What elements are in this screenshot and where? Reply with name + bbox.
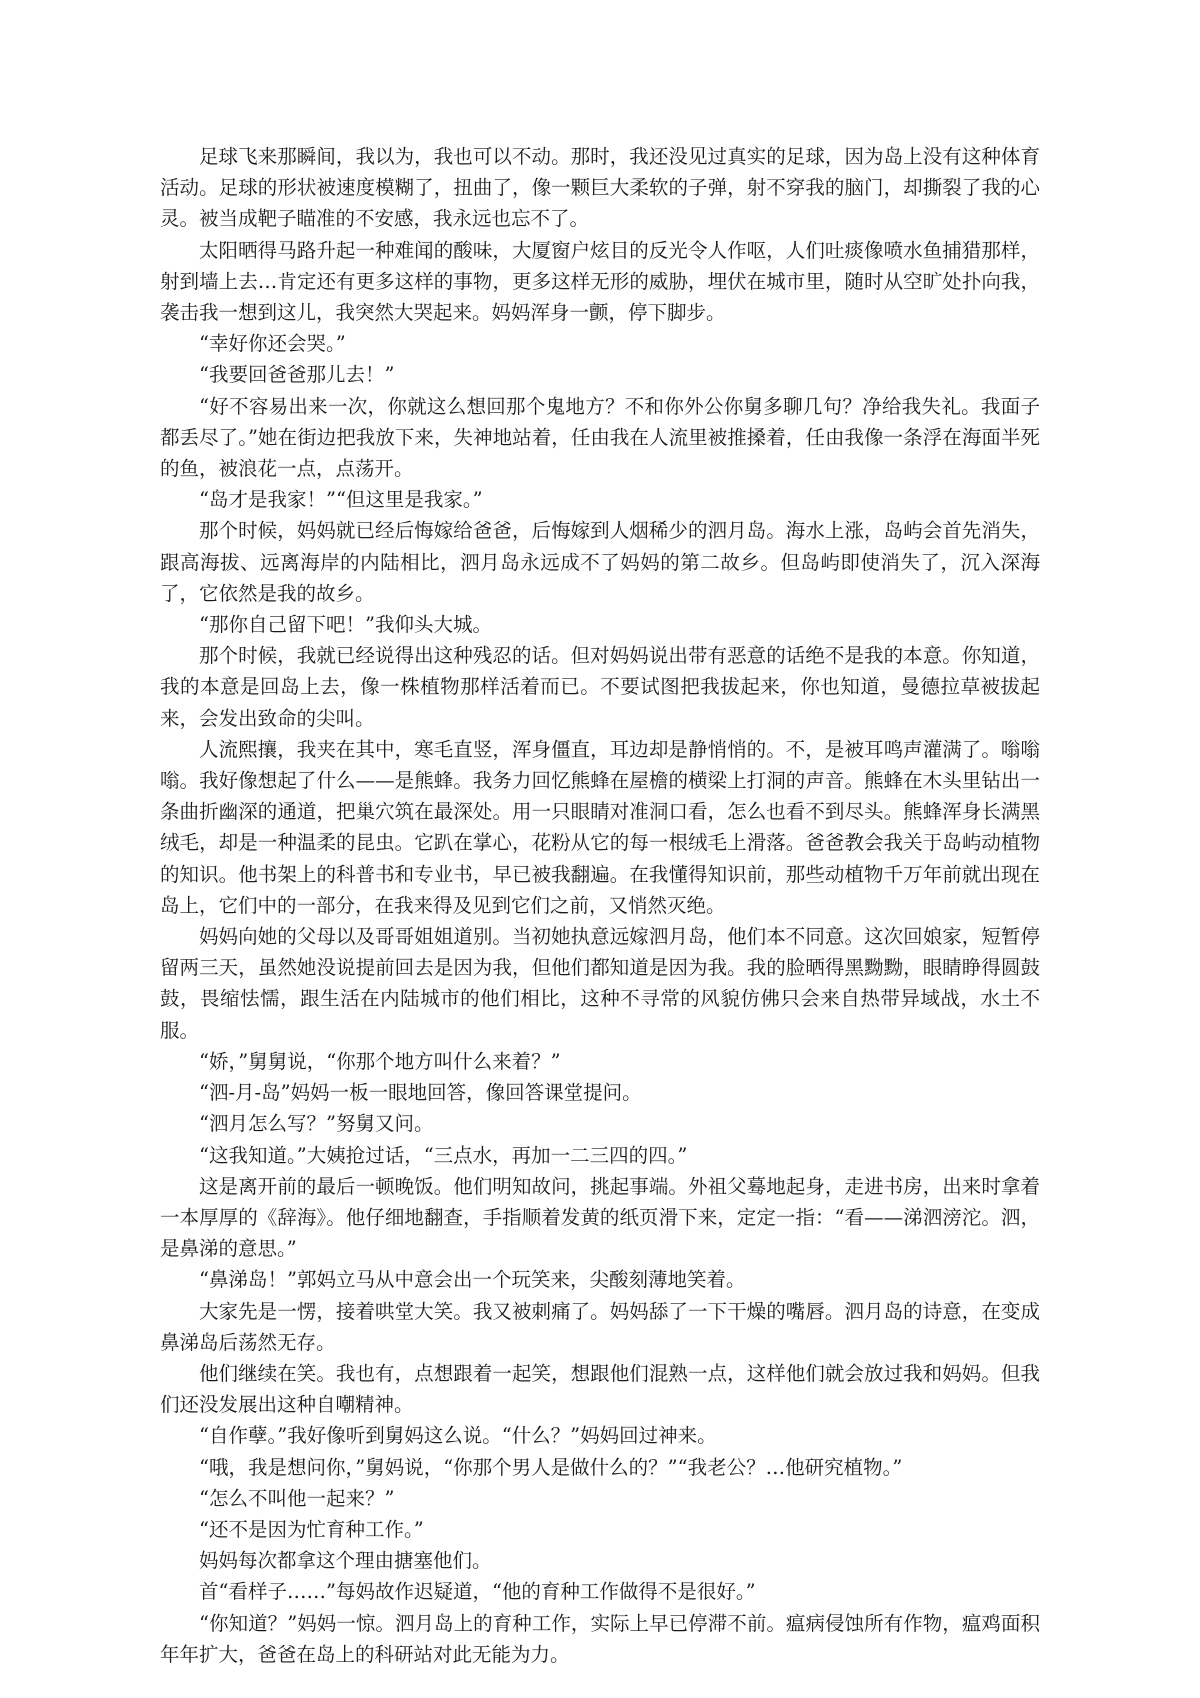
paragraph: “好不容易出来一次，你就这么想回那个鬼地方？不和你外公你舅多聊几句？净给我失礼。我面子都丢尽了。”她在街边把我放下来，失神地站着，任由我在人流里被推搡着，任由我像一条浮在海面半死的鱼，被浪花一点，点荡开。	[160, 394, 1040, 481]
paragraph: 大家先是一愣，接着哄堂大笑。我又被刺痛了。妈妈舔了一下干燥的嘴唇。泗月岛的诗意，在变成鼻涕岛后荡然无存。	[160, 1299, 1040, 1354]
document-body	[160, 141, 1040, 1670]
paragraph: “我要回爸爸那儿去！”	[199, 363, 395, 387]
paragraph: “还不是因为忙育种工作。”	[199, 1517, 424, 1541]
paragraph: 妈妈每次都拿这个理由搪塞他们。	[199, 1549, 492, 1573]
paragraph: “怎么不叫他一起来？”	[199, 1486, 395, 1510]
paragraph: “这我知道。”大姨抢过话，“三点水，再加一二三四的四。”	[199, 1143, 688, 1167]
paragraph: “岛才是我家！”“但这里是我家。”	[199, 488, 483, 512]
paragraph: “哦，我是想问你，”舅妈说，“你那个男人是做什么的？”“我老公？…他研究植物。”	[199, 1455, 903, 1479]
paragraph: 那个时候，妈妈就已经后悔嫁给爸爸，后悔嫁到人烟稀少的泗月岛。海水上涨，岛屿会首先消失，跟高海拔、远离海岸的内陆相比，泗月岛永远成不了妈妈的第二故乡。但岛屿即使消失了，沉入深海了，它依然是我的故乡。	[160, 519, 1040, 605]
paragraph: “泗-月-岛”妈妈一板一眼地回答，像回答课堂提问。	[199, 1081, 642, 1105]
paragraph: “自作孽。”我好像听到舅妈这么说。“什么？”妈妈回过神来。	[199, 1424, 717, 1448]
paragraph: 他们继续在笑。我也有，点想跟着一起笑，想跟他们混熟一点，这样他们就会放过我和妈妈。但我们还没发展出这种自嘲精神。	[160, 1361, 1040, 1417]
paragraph: 太阳晒得马路升起一种难闻的酸味，大厦窗户炫目的反光令人作呕，人们吐痰像喷水鱼捕猎那样，射到墙上去…肯定还有更多这样的事物，更多这样无形的威胁，埋伏在城市里，随时从空旷处扑向我，袭击我一想到这儿，我突然大哭起来。妈妈浑身一颤，停下脚步。	[160, 238, 1040, 325]
paragraph: “你知道？”妈妈一惊。泗月岛上的育种工作，实际上早已停滞不前。瘟病侵蚀所有作物，瘟鸡面积年年扩大，爸爸在岛上的科研站对此无能为力。	[160, 1611, 1040, 1666]
paragraph: “幸好你还会哭。”	[199, 332, 346, 356]
paragraph: 足球飞来那瞬间，我以为，我也可以不动。那时，我还没见过真实的足球，因为岛上没有这种体育活动。足球的形状被速度模糊了，扭曲了，像一颗巨大柔软的子弹，射不穿我的脑门，却撕裂了我的心灵。被当成靶子瞄准的不安感，我永远也忘不了。	[160, 145, 1040, 231]
paragraph: 妈妈向她的父母以及哥哥姐姐道别。当初她执意远嫁泗月岛，他们本不同意。这次回娘家，短暂停留两三天，虽然她没说提前回去是因为我，但他们都知道是因为我。我的脸晒得黑黝黝，眼睛睁得圆鼓鼓，畏缩怯懦，跟生活在内陆城市的他们相比，这种不寻常的风貌仿佛只会来自热带异域战，水土不服。	[160, 925, 1040, 1042]
paragraph: 人流熙攘，我夹在其中，寒毛直竖，浑身僵直，耳边却是静悄悄的。不，是被耳鸣声灌满了。嗡嗡嗡。我好像想起了什么——是熊蜂。我务力回忆熊蜂在屋檐的横梁上打洞的声音。熊蜂在木头里钻出一条曲折幽深的通道，把巢穴筑在最深处。用一只眼睛对准洞口看，怎么也看不到尽头。熊蜂浑身长满黑绒毛，却是一种温柔的昆虫。它趴在掌心，花粉从它的每一根绒毛上滑落。爸爸教会我关于岛屿动植物的知识。他书架上的科普书和专业书，早已被我翻遍。在我懂得知识前，那些动植物千万年前就出现在岛上，它们中的一部分，在我来得及见到它们之前，又悄然灭绝。	[160, 737, 1040, 917]
paragraph: “泗月怎么写？”努舅又问。	[199, 1112, 434, 1136]
paragraph: “那你自己留下吧！”我仰头大城。	[199, 613, 492, 637]
paragraph: “娇，”舅舅说，“你那个地方叫什么来着？”	[199, 1049, 561, 1073]
paragraph: “鼻涕岛！”郭妈立马从中意会出一个玩笑来，尖酸刻薄地笑着。	[199, 1268, 746, 1292]
paragraph: 那个时候，我就已经说得出这种残忍的话。但对妈妈说出带有恶意的话绝不是我的本意。你知道，我的本意是回岛上去，像一株植物那样活着而已。不要试图把我拔起来，你也知道，曼德拉草被拔起来，会发出致命的尖叫。	[160, 644, 1040, 730]
paragraph: 这是离开前的最后一顿晚饭。他们明知故问，挑起事端。外祖父蓦地起身，走进书房，出来时拿着一本厚厚的《辞海》。他仔细地翻查，手指顺着发黄的纸页滑下来，定定一指：“看——涕泗滂沱。泗，是鼻涕的意思。”	[160, 1174, 1040, 1261]
paragraph: 首“看样子……”每妈故作迟疑道，“他的育种工作做得不是很好。”	[199, 1580, 756, 1604]
